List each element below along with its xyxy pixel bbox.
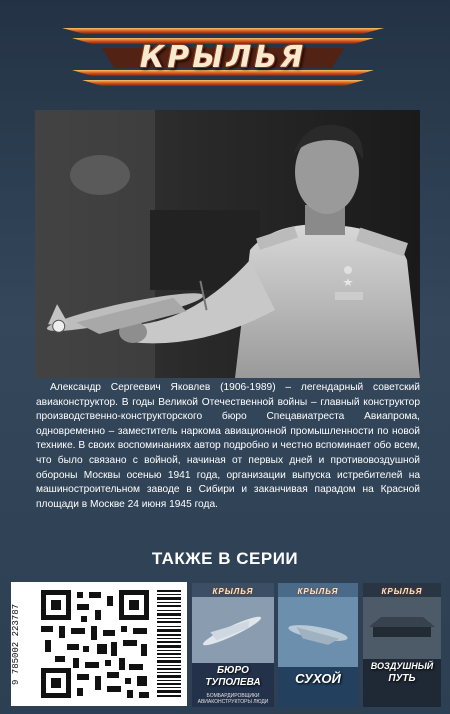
series-book-sukhoi xyxy=(278,583,358,707)
book-series-logo: КРЫЛЬЯ xyxy=(381,587,423,596)
book-title-line2: ПУТЬ xyxy=(388,673,416,684)
book-title-line2: ТУПОЛЕВА xyxy=(205,677,261,688)
book-subtitle: БОМБАРДИРОВЩИКИ АВИАКОНСТРУКТОРЫ ЛЮДИ xyxy=(197,693,269,705)
series-logo-text: КРЫЛЬЯ xyxy=(139,40,307,75)
book-series-logo: КРЫЛЬЯ xyxy=(297,587,339,596)
book-title-line1: ВОЗДУШНЫЙ xyxy=(370,661,434,671)
book-series-logo: КРЫЛЬЯ xyxy=(212,587,254,596)
book-title-line1: БЮРО xyxy=(217,665,249,676)
qr-code-icon xyxy=(11,582,187,706)
author-photo xyxy=(35,110,420,378)
isbn-number: 9 785002 223787 xyxy=(11,603,21,685)
isbn-panel xyxy=(11,582,187,706)
book-title-line1: СУХОЙ xyxy=(295,671,341,686)
series-book-air-path xyxy=(363,583,441,707)
series-logo xyxy=(62,18,384,92)
also-in-series-heading: ТАКЖЕ В СЕРИИ xyxy=(151,549,299,568)
series-book-tupolev xyxy=(192,583,274,707)
book-description: Александр Сергеевич Яковлев (1906-1989) – легендарный советский авиаконструктор. В годы Великой Отечественной войны – главный конструктор производственно-конструкторского бюро Спецавиатреста Авиапрома, одновременно – заместитель наркома авиационной промышленности по новой технике. В своих воспоминаниях автор подробно и честно вспоминает обо всем, что было связано с войной, начиная от первых дней и противовоздушной обороны Москвы осенью 1941 года, организации выпуска истребителей на машиностроительном заводе в Сибири и заканчивая парадом на Красной площади в Москве 24 июня 1945 года. xyxy=(36,382,420,510)
